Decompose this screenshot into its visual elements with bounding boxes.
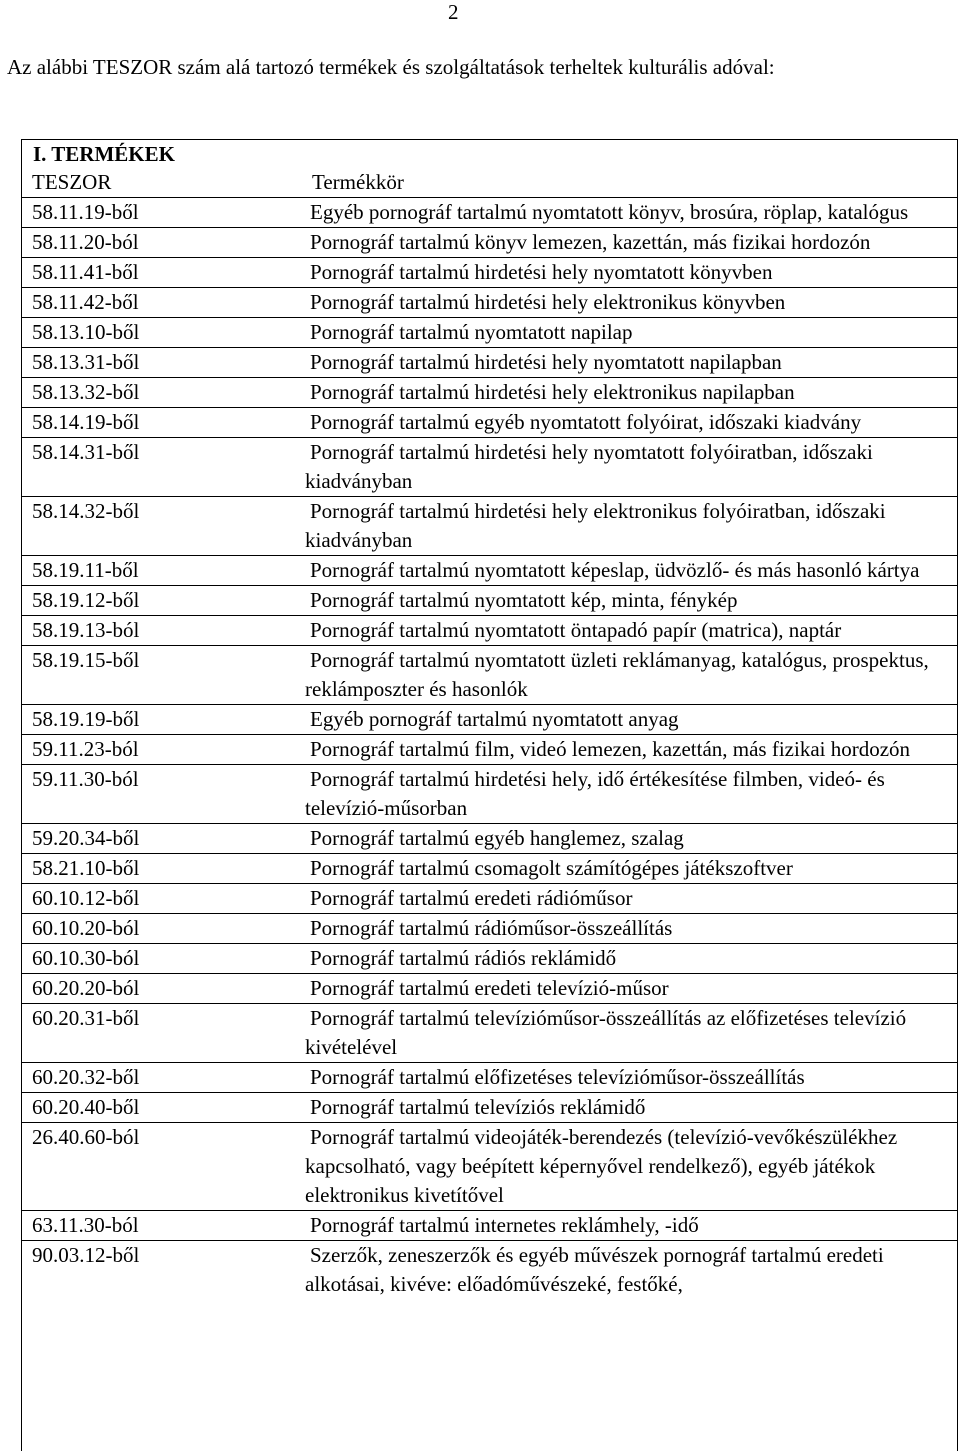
- table-row: [21, 555, 958, 585]
- product-description: Pornográf tartalmú előfizetéses televízióműsor-összeállítás: [310, 1065, 805, 1089]
- product-description: Pornográf tartalmú televízióműsor-összeállítás az előfizetéses televízió kivételével: [305, 1006, 907, 1059]
- table-row: [21, 853, 958, 883]
- teszor-code: 58.19.11-ből: [32, 558, 139, 582]
- header-code: TESZOR: [32, 170, 112, 194]
- product-description: Pornográf tartalmú nyomtatott képeslap, üdvözlő- és más hasonló kártya: [310, 558, 920, 582]
- product-description: Pornográf tartalmú nyomtatott üzleti reklámanyag, katalógus, prospektus, reklámposzter és hasonlók: [305, 648, 929, 701]
- teszor-code: 60.10.30-ból: [32, 946, 140, 970]
- teszor-code: 90.03.12-ből: [32, 1243, 140, 1267]
- table-rows: [21, 168, 958, 1299]
- table-row: [21, 287, 958, 317]
- product-description: Pornográf tartalmú csomagolt számítógépes játékszoftver: [310, 856, 793, 880]
- product-description: Pornográf tartalmú hirdetési hely elektronikus folyóiratban, időszaki kiadványban: [305, 499, 886, 552]
- teszor-code: 58.14.19-ből: [32, 410, 140, 434]
- teszor-code: 59.11.30-ból: [32, 767, 139, 791]
- product-description: Pornográf tartalmú egyéb nyomtatott folyóirat, időszaki kiadvány: [310, 410, 862, 434]
- product-description: Pornográf tartalmú nyomtatott öntapadó papír (matrica), naptár: [310, 618, 842, 642]
- teszor-code: 60.20.31-ből: [32, 1006, 140, 1030]
- table-row: [21, 704, 958, 734]
- teszor-code: 58.11.20-ból: [32, 230, 139, 254]
- section-heading: I. TERMÉKEK: [33, 142, 175, 166]
- product-description: Egyéb pornográf tartalmú nyomtatott anyag: [310, 707, 679, 731]
- table-row: [21, 257, 958, 287]
- product-description: Pornográf tartalmú internetes reklámhely, -idő: [310, 1213, 699, 1237]
- product-description: Pornográf tartalmú film, videó lemezen, kazettán, más fizikai hordozón: [310, 737, 911, 761]
- table-row: [21, 943, 958, 973]
- table-row: [21, 823, 958, 853]
- product-description: Pornográf tartalmú könyv lemezen, kazettán, más fizikai hordozón: [310, 230, 871, 254]
- teszor-code: 60.10.12-ből: [32, 886, 140, 910]
- teszor-code: 58.14.31-ből: [32, 440, 140, 464]
- teszor-code: 58.14.32-ből: [32, 499, 140, 523]
- product-description: Pornográf tartalmú hirdetési hely elektronikus napilapban: [310, 380, 795, 404]
- teszor-code: 58.11.19-ből: [32, 200, 139, 224]
- product-description: Egyéb pornográf tartalmú nyomtatott könyv, brosúra, röplap, katalógus: [310, 200, 909, 224]
- product-description: Pornográf tartalmú hirdetési hely elektronikus könyvben: [310, 290, 786, 314]
- teszor-code: 60.10.20-ból: [32, 916, 140, 940]
- product-description: Pornográf tartalmú videojáték-berendezés (televízió-vevőkészülékhez kapcsolható, vagy beépített képernyővel rendelkező), egyéb játékok elektronikus kivetítővel: [305, 1125, 898, 1207]
- table-row: [21, 764, 958, 823]
- table-row: [21, 1062, 958, 1092]
- teszor-code: 58.11.41-ből: [32, 260, 139, 284]
- table-row: [21, 615, 958, 645]
- table-row: [21, 645, 958, 704]
- teszor-code: 58.19.13-ból: [32, 618, 140, 642]
- teszor-code: 58.11.42-ből: [32, 290, 139, 314]
- table-row: [21, 734, 958, 764]
- teszor-code: 26.40.60-ból: [32, 1125, 140, 1149]
- product-description: Pornográf tartalmú televíziós reklámidő: [310, 1095, 646, 1119]
- product-description: Pornográf tartalmú rádiós reklámidő: [310, 946, 617, 970]
- table-header-row: [21, 168, 958, 197]
- teszor-code: 58.13.10-ből: [32, 320, 140, 344]
- table-row: [21, 227, 958, 257]
- teszor-code: 58.19.19-ből: [32, 707, 140, 731]
- table-row: [21, 407, 958, 437]
- table-row: [21, 1240, 958, 1299]
- table-row: [21, 197, 958, 227]
- teszor-code: 60.20.40-ből: [32, 1095, 140, 1119]
- table-row: [21, 1092, 958, 1122]
- table-row: [21, 973, 958, 1003]
- teszor-code: 60.20.32-ből: [32, 1065, 140, 1089]
- product-description: Szerzők, zeneszerzők és egyéb művészek pornográf tartalmú eredeti alkotásai, kivéve: előadóművészeké, festőké,: [305, 1243, 884, 1296]
- table-row: [21, 496, 958, 555]
- product-description: Pornográf tartalmú nyomtatott kép, minta, fénykép: [310, 588, 738, 612]
- table-row: [21, 1122, 958, 1210]
- table-row: [21, 913, 958, 943]
- table-row: [21, 883, 958, 913]
- product-description: Pornográf tartalmú eredeti televízió-műsor: [310, 976, 669, 1000]
- teszor-code: 58.21.10-ből: [32, 856, 140, 880]
- teszor-code: 59.20.34-ből: [32, 826, 140, 850]
- table-row: [21, 1210, 958, 1240]
- product-description: Pornográf tartalmú eredeti rádióműsor: [310, 886, 633, 910]
- teszor-code: 58.13.32-ből: [32, 380, 140, 404]
- page-number: 2: [448, 0, 459, 24]
- table-row: [21, 1003, 958, 1062]
- teszor-code: 60.20.20-ból: [32, 976, 140, 1000]
- teszor-code: 58.19.15-ből: [32, 648, 140, 672]
- teszor-code: 59.11.23-ból: [32, 737, 139, 761]
- product-description: Pornográf tartalmú egyéb hanglemez, szalag: [310, 826, 684, 850]
- product-description: Pornográf tartalmú hirdetési hely, idő értékesítése filmben, videó- és televízió-műsorban: [305, 767, 885, 820]
- teszor-code: 63.11.30-ból: [32, 1213, 139, 1237]
- table-row: [21, 437, 958, 496]
- table-row: [21, 317, 958, 347]
- product-description: Pornográf tartalmú hirdetési hely nyomtatott folyóiratban, időszaki kiadványban: [305, 440, 873, 493]
- product-description: Pornográf tartalmú nyomtatott napilap: [310, 320, 633, 344]
- table-row: [21, 585, 958, 615]
- teszor-code: 58.19.12-ből: [32, 588, 140, 612]
- intro-paragraph: Az alábbi TESZOR szám alá tartozó termékek és szolgáltatások terheltek kulturális adóval:: [7, 55, 775, 79]
- table-row: [21, 377, 958, 407]
- product-description: Pornográf tartalmú hirdetési hely nyomtatott napilapban: [310, 350, 782, 374]
- product-description: Pornográf tartalmú hirdetési hely nyomtatott könyvben: [310, 260, 773, 284]
- header-description: Termékkör: [312, 170, 404, 194]
- table-row: [21, 347, 958, 377]
- teszor-code: 58.13.31-ből: [32, 350, 140, 374]
- product-description: Pornográf tartalmú rádióműsor-összeállítás: [310, 916, 673, 940]
